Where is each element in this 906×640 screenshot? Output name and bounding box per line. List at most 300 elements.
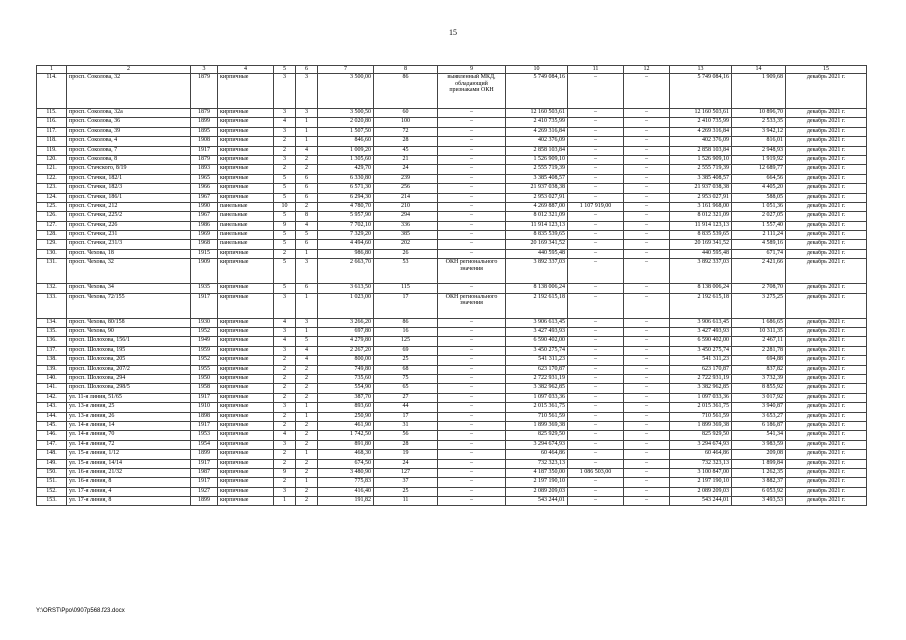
cell-wall-material: кирпичные — [218, 356, 274, 365]
cell-entrances: 2 — [296, 374, 318, 383]
cell-budget-cost: – — [624, 318, 670, 327]
cell-row-number: 147. — [37, 440, 67, 449]
cell-budget-cost: – — [624, 374, 670, 383]
cell-wall-material: кирпичные — [218, 259, 274, 284]
cell-address: просп. Чехова, 80/158 — [67, 318, 191, 327]
cell-total-cost: 8 835 539,65 — [506, 231, 568, 240]
cell-area: 6 571,30 — [318, 184, 374, 193]
table-row — [37, 384, 867, 393]
cell-budget-cost: – — [624, 137, 670, 146]
cell-entrances: 2 — [296, 421, 318, 430]
cell-total-cost: 2 410 735,99 — [506, 118, 568, 127]
cell-area: 697,80 — [318, 328, 374, 337]
table-row — [37, 118, 867, 127]
cell-total-cost: 825 929,50 — [506, 431, 568, 440]
cell-residents: 11 — [374, 497, 438, 506]
cell-total-cost: 2 089 209,03 — [506, 487, 568, 496]
cell-residents: 16 — [374, 328, 438, 337]
cell-area: 2 020,80 — [318, 118, 374, 127]
cell-cost-per-m2: 694,88 — [732, 356, 786, 365]
cell-owner-cost: 2 015 361,75 — [670, 403, 732, 412]
cell-floors: 2 — [274, 137, 296, 146]
cell-year: 1958 — [191, 384, 218, 393]
cell-row-number: 120. — [37, 155, 67, 164]
cell-status: – — [438, 393, 506, 402]
cell-address: просп. Шолохова, 205 — [67, 356, 191, 365]
file-path-footer: Y:\ORST\Ppo\0907p568.f23.docx — [36, 608, 125, 614]
cell-entrances: 6 — [296, 193, 318, 202]
cell-floors: 5 — [274, 231, 296, 240]
cell-entrances: 1 — [296, 127, 318, 136]
cell-cost-per-m2: 3 017,92 — [732, 393, 786, 402]
cell-total-cost: 2 953 027,91 — [506, 193, 568, 202]
cell-budget-cost: – — [624, 384, 670, 393]
cell-year: 1990 — [191, 202, 218, 211]
header-cell: 12 — [624, 66, 670, 74]
cell-budget-cost: – — [624, 184, 670, 193]
cell-budget-cost: – — [624, 412, 670, 421]
cell-total-cost: 732 323,13 — [506, 459, 568, 468]
cell-deadline: декабрь 2021 г. — [786, 497, 867, 506]
cell-row-number: 149. — [37, 459, 67, 468]
cell-address: просп. Шолохова, 207/2 — [67, 365, 191, 374]
cell-status: – — [438, 146, 506, 155]
cell-total-cost: 8 012 321,09 — [506, 212, 568, 221]
cell-deadline: декабрь 2021 г. — [786, 165, 867, 174]
cell-residents: 72 — [374, 127, 438, 136]
cell-address: просп. Соколова, 32а — [67, 109, 191, 118]
cell-address: просп. Стачского, 8/19 — [67, 165, 191, 174]
cell-area: 4 279,80 — [318, 337, 374, 346]
cell-year: 1893 — [191, 165, 218, 174]
cell-status: – — [438, 202, 506, 211]
cell-owner-cost: 3 427 493,93 — [670, 328, 732, 337]
cell-residents: 68 — [374, 365, 438, 374]
cell-entrances: 1 — [296, 328, 318, 337]
cell-cost-per-m2: 1 919,92 — [732, 155, 786, 164]
cell-address: ул. 13-я линия, 25 — [67, 403, 191, 412]
cell-address: ул. 11-я линия, 51/65 — [67, 393, 191, 402]
cell-residents: 127 — [374, 468, 438, 477]
cell-address: просп. Стачки, 182/3 — [67, 184, 191, 193]
cell-row-number: 137. — [37, 346, 67, 355]
cell-address: просп. Соколова, 32 — [67, 74, 191, 109]
cell-entrances: 4 — [296, 346, 318, 355]
cell-residents: 28 — [374, 440, 438, 449]
cell-row-number: 153. — [37, 497, 67, 506]
cell-budget-cost: – — [624, 165, 670, 174]
cell-cost-per-m2: 3 983,59 — [732, 440, 786, 449]
table-row — [37, 356, 867, 365]
cell-total-cost: 1 526 909,10 — [506, 155, 568, 164]
cell-status: ОКН регионального значения — [438, 293, 506, 318]
cell-floors: 4 — [274, 337, 296, 346]
cell-row-number: 150. — [37, 468, 67, 477]
cell-year: 1899 — [191, 497, 218, 506]
cell-deadline: декабрь 2021 г. — [786, 249, 867, 258]
cell-cost-per-m2: 3 653,27 — [732, 412, 786, 421]
cell-fund-cost: – — [568, 356, 624, 365]
cell-area: 3 500,50 — [318, 109, 374, 118]
cell-deadline: декабрь 2021 г. — [786, 384, 867, 393]
cell-row-number: 129. — [37, 240, 67, 249]
cell-total-cost: 623 170,87 — [506, 365, 568, 374]
cell-cost-per-m2: 3 275,25 — [732, 293, 786, 318]
cell-wall-material: кирпичные — [218, 365, 274, 374]
cell-deadline: декабрь 2021 г. — [786, 374, 867, 383]
cell-status: – — [438, 337, 506, 346]
cell-year: 1915 — [191, 249, 218, 258]
cell-floors: 2 — [274, 393, 296, 402]
cell-wall-material: кирпичные — [218, 497, 274, 506]
table-row — [37, 393, 867, 402]
cell-residents: 45 — [374, 146, 438, 155]
cell-wall-material: кирпичные — [218, 450, 274, 459]
cell-address: просп. Соколова, 7 — [67, 146, 191, 155]
table-row — [37, 259, 867, 284]
cell-residents: 21 — [374, 155, 438, 164]
cell-address: просп. Шолохова, 298/5 — [67, 384, 191, 393]
cell-deadline: декабрь 2021 г. — [786, 440, 867, 449]
cell-address: ул. 16-я линия, 21/32 — [67, 468, 191, 477]
cell-fund-cost: – — [568, 165, 624, 174]
cell-row-number: 142. — [37, 393, 67, 402]
cell-fund-cost: – — [568, 240, 624, 249]
cell-area: 846,60 — [318, 137, 374, 146]
cell-budget-cost: – — [624, 193, 670, 202]
cell-owner-cost: 3 161 968,00 — [670, 202, 732, 211]
cell-status: – — [438, 127, 506, 136]
cell-status: – — [438, 356, 506, 365]
cell-fund-cost: – — [568, 109, 624, 118]
cell-fund-cost: – — [568, 365, 624, 374]
cell-area: 800,00 — [318, 356, 374, 365]
cell-row-number: 143. — [37, 403, 67, 412]
cell-year: 1879 — [191, 155, 218, 164]
cell-owner-cost: 2 410 735,99 — [670, 118, 732, 127]
cell-area: 3 613,50 — [318, 284, 374, 293]
cell-wall-material: кирпичные — [218, 174, 274, 183]
cell-deadline: декабрь 2021 г. — [786, 468, 867, 477]
cell-residents: 86 — [374, 318, 438, 327]
cell-address: просп. Стачки, 231 — [67, 231, 191, 240]
cell-owner-cost: 402 376,09 — [670, 137, 732, 146]
cell-deadline: декабрь 2021 г. — [786, 146, 867, 155]
cell-total-cost: 3 427 493,93 — [506, 328, 568, 337]
cell-wall-material: кирпичные — [218, 384, 274, 393]
cell-residents: 65 — [374, 384, 438, 393]
cell-owner-cost: 541 311,23 — [670, 356, 732, 365]
cell-cost-per-m2: 1 899,84 — [732, 459, 786, 468]
cell-area: 3 266,20 — [318, 318, 374, 327]
cell-cost-per-m2: 3 882,37 — [732, 478, 786, 487]
cell-area: 5 957,90 — [318, 212, 374, 221]
cell-year: 1955 — [191, 365, 218, 374]
header-cell: 6 — [296, 66, 318, 74]
cell-year: 1917 — [191, 421, 218, 430]
cell-floors: 3 — [274, 74, 296, 109]
cell-status: – — [438, 284, 506, 293]
cell-entrances: 3 — [296, 318, 318, 327]
cell-owner-cost: 3 385 408,57 — [670, 174, 732, 183]
cell-total-cost: 5 749 084,16 — [506, 74, 568, 109]
header-cell: 4 — [218, 66, 274, 74]
cell-row-number: 121. — [37, 165, 67, 174]
cell-address: просп. Чехова, 18 — [67, 249, 191, 258]
cell-total-cost: 2 858 103,84 — [506, 146, 568, 155]
cell-floors: 4 — [274, 118, 296, 127]
table-row — [37, 431, 867, 440]
cell-wall-material: кирпичные — [218, 346, 274, 355]
cell-residents: 86 — [374, 74, 438, 109]
cell-floors: 2 — [274, 459, 296, 468]
cell-year: 1899 — [191, 450, 218, 459]
cell-area: 749,80 — [318, 365, 374, 374]
cell-status: – — [438, 318, 506, 327]
cell-wall-material: кирпичные — [218, 184, 274, 193]
cell-status: – — [438, 468, 506, 477]
cell-cost-per-m2: 6 053,92 — [732, 487, 786, 496]
cell-floors: 2 — [274, 356, 296, 365]
cell-cost-per-m2: 3 942,12 — [732, 127, 786, 136]
cell-year: 1966 — [191, 184, 218, 193]
cell-deadline: декабрь 2021 г. — [786, 109, 867, 118]
cell-area: 1 742,50 — [318, 431, 374, 440]
cell-owner-cost: 2 722 931,19 — [670, 374, 732, 383]
cell-fund-cost: – — [568, 440, 624, 449]
cell-area: 1 023,00 — [318, 293, 374, 318]
cell-address: просп. Стачки, 182/1 — [67, 174, 191, 183]
table-row — [37, 284, 867, 293]
cell-year: 1953 — [191, 431, 218, 440]
cell-wall-material: кирпичные — [218, 487, 274, 496]
cell-wall-material: кирпичные — [218, 109, 274, 118]
cell-residents: 336 — [374, 221, 438, 230]
cell-wall-material: кирпичные — [218, 403, 274, 412]
table-row — [37, 365, 867, 374]
cell-budget-cost: – — [624, 109, 670, 118]
cell-budget-cost: – — [624, 356, 670, 365]
cell-address: просп. Чехова, 32 — [67, 259, 191, 284]
cell-wall-material: кирпичные — [218, 249, 274, 258]
cell-total-cost: 2 722 931,19 — [506, 374, 568, 383]
cell-year: 1879 — [191, 74, 218, 109]
cell-deadline: декабрь 2021 г. — [786, 393, 867, 402]
cell-owner-cost: 440 595,48 — [670, 249, 732, 258]
cell-cost-per-m2: 12 689,77 — [732, 165, 786, 174]
cell-area: 191,82 — [318, 497, 374, 506]
cell-owner-cost: 4 269 316,84 — [670, 127, 732, 136]
cell-wall-material: кирпичные — [218, 468, 274, 477]
cell-address: ул. 15-я линия, 1/12 — [67, 450, 191, 459]
cell-wall-material: кирпичные — [218, 440, 274, 449]
cell-year: 1949 — [191, 337, 218, 346]
cell-fund-cost: – — [568, 221, 624, 230]
header-cell: 15 — [786, 66, 867, 74]
cell-total-cost: 440 595,48 — [506, 249, 568, 258]
cell-total-cost: 6 590 402,00 — [506, 337, 568, 346]
cell-status: – — [438, 421, 506, 430]
cell-cost-per-m2: 3 493,53 — [732, 497, 786, 506]
cell-owner-cost: 710 561,59 — [670, 412, 732, 421]
cell-year: 1917 — [191, 146, 218, 155]
cell-wall-material: панельные — [218, 240, 274, 249]
cell-row-number: 119. — [37, 146, 67, 155]
cell-deadline: декабрь 2021 г. — [786, 155, 867, 164]
cell-deadline: декабрь 2021 г. — [786, 137, 867, 146]
cell-total-cost: 3 382 962,85 — [506, 384, 568, 393]
cell-address: ул. 13-я линия, 26 — [67, 412, 191, 421]
cell-deadline: декабрь 2021 г. — [786, 193, 867, 202]
cell-fund-cost: – — [568, 259, 624, 284]
cell-area: 891,80 — [318, 440, 374, 449]
cell-fund-cost: – — [568, 459, 624, 468]
cell-owner-cost: 8 138 006,24 — [670, 284, 732, 293]
cell-floors: 2 — [274, 249, 296, 258]
cell-total-cost: 2 197 190,10 — [506, 478, 568, 487]
cell-deadline: декабрь 2021 г. — [786, 284, 867, 293]
cell-total-cost: 3 450 275,74 — [506, 346, 568, 355]
cell-row-number: 145. — [37, 421, 67, 430]
cell-floors: 2 — [274, 412, 296, 421]
cell-floors: 2 — [274, 374, 296, 383]
cell-fund-cost: – — [568, 431, 624, 440]
cell-year: 1967 — [191, 212, 218, 221]
cell-area: 893,60 — [318, 403, 374, 412]
cell-residents: 28 — [374, 137, 438, 146]
cell-row-number: 152. — [37, 487, 67, 496]
cell-deadline: декабрь 2021 г. — [786, 450, 867, 459]
cell-fund-cost: – — [568, 174, 624, 183]
cell-entrances: 2 — [296, 365, 318, 374]
cell-residents: 17 — [374, 412, 438, 421]
cell-fund-cost: – — [568, 328, 624, 337]
header-row — [37, 66, 867, 74]
cell-entrances: 1 — [296, 118, 318, 127]
cell-wall-material: панельные — [218, 231, 274, 240]
cell-floors: 9 — [274, 221, 296, 230]
cell-deadline: декабрь 2021 г. — [786, 174, 867, 183]
cell-area: 468,30 — [318, 450, 374, 459]
cell-area: 429,70 — [318, 165, 374, 174]
cell-wall-material: кирпичные — [218, 165, 274, 174]
cell-entrances: 2 — [296, 155, 318, 164]
cell-year: 1954 — [191, 440, 218, 449]
cell-cost-per-m2: 3 940,87 — [732, 403, 786, 412]
cell-owner-cost: 2 555 719,39 — [670, 165, 732, 174]
cell-deadline: декабрь 2021 г. — [786, 202, 867, 211]
table-row — [37, 421, 867, 430]
cell-row-number: 139. — [37, 365, 67, 374]
table-row — [37, 212, 867, 221]
cell-cost-per-m2: 2 421,66 — [732, 259, 786, 284]
cell-residents: 214 — [374, 193, 438, 202]
cell-residents: 294 — [374, 212, 438, 221]
cell-entrances: 6 — [296, 184, 318, 193]
cell-wall-material: кирпичные — [218, 127, 274, 136]
cell-residents: 256 — [374, 184, 438, 193]
cell-status: – — [438, 440, 506, 449]
cell-status: – — [438, 221, 506, 230]
cell-deadline: декабрь 2021 г. — [786, 421, 867, 430]
cell-floors: 2 — [274, 450, 296, 459]
cell-address: просп. Чехова, 72/155 — [67, 293, 191, 318]
cell-floors: 1 — [274, 497, 296, 506]
cell-total-cost: 2 015 361,75 — [506, 403, 568, 412]
cell-area: 6 330,80 — [318, 174, 374, 183]
cell-budget-cost: – — [624, 403, 670, 412]
cell-floors: 5 — [274, 193, 296, 202]
cell-row-number: 115. — [37, 109, 67, 118]
cell-year: 1917 — [191, 393, 218, 402]
cell-entrances: 3 — [296, 259, 318, 284]
cell-status: – — [438, 412, 506, 421]
cell-cost-per-m2: 2 708,70 — [732, 284, 786, 293]
cell-entrances: 2 — [296, 384, 318, 393]
cell-total-cost: 4 187 350,00 — [506, 468, 568, 477]
cell-residents: 69 — [374, 346, 438, 355]
cell-total-cost: 4 269 316,84 — [506, 127, 568, 136]
cell-wall-material: кирпичные — [218, 293, 274, 318]
cell-status: – — [438, 346, 506, 355]
cell-cost-per-m2: 588,05 — [732, 193, 786, 202]
cell-wall-material: кирпичные — [218, 284, 274, 293]
table-row — [37, 74, 867, 109]
cell-budget-cost: – — [624, 155, 670, 164]
table-row — [37, 318, 867, 327]
cell-cost-per-m2: 2 467,11 — [732, 337, 786, 346]
cell-address: просп. Шолохова, 294 — [67, 374, 191, 383]
cell-deadline: декабрь 2021 г. — [786, 240, 867, 249]
cell-owner-cost: 3 100 847,00 — [670, 468, 732, 477]
cell-residents: 37 — [374, 478, 438, 487]
cell-wall-material: кирпичные — [218, 412, 274, 421]
cell-year: 1967 — [191, 193, 218, 202]
cell-row-number: 141. — [37, 384, 67, 393]
cell-cost-per-m2: 1 686,65 — [732, 318, 786, 327]
cell-status: – — [438, 165, 506, 174]
cell-residents: 115 — [374, 284, 438, 293]
cell-owner-cost: 1 526 909,10 — [670, 155, 732, 164]
cell-budget-cost: – — [624, 440, 670, 449]
cell-owner-cost: 543 244,01 — [670, 497, 732, 506]
header-cell: 1 — [37, 66, 67, 74]
cell-budget-cost: – — [624, 146, 670, 155]
cell-floors: 2 — [274, 384, 296, 393]
cell-fund-cost: – — [568, 497, 624, 506]
cell-fund-cost: – — [568, 478, 624, 487]
cell-entrances: 6 — [296, 240, 318, 249]
cell-cost-per-m2: 1 557,40 — [732, 221, 786, 230]
cell-row-number: 146. — [37, 431, 67, 440]
cell-deadline: декабрь 2021 г. — [786, 74, 867, 109]
cell-row-number: 117. — [37, 127, 67, 136]
cell-total-cost: 2 555 719,39 — [506, 165, 568, 174]
cell-wall-material: кирпичные — [218, 118, 274, 127]
header-cell: 13 — [670, 66, 732, 74]
cell-address: просп. Стачки, 226 — [67, 221, 191, 230]
cell-year: 1930 — [191, 318, 218, 327]
cell-floors: 5 — [274, 240, 296, 249]
cell-budget-cost: – — [624, 202, 670, 211]
cell-status: – — [438, 450, 506, 459]
cell-budget-cost: – — [624, 249, 670, 258]
cell-cost-per-m2: 837,82 — [732, 365, 786, 374]
cell-fund-cost: – — [568, 137, 624, 146]
cell-entrances: 5 — [296, 231, 318, 240]
cell-budget-cost: – — [624, 259, 670, 284]
cell-cost-per-m2: 1 909,68 — [732, 74, 786, 109]
